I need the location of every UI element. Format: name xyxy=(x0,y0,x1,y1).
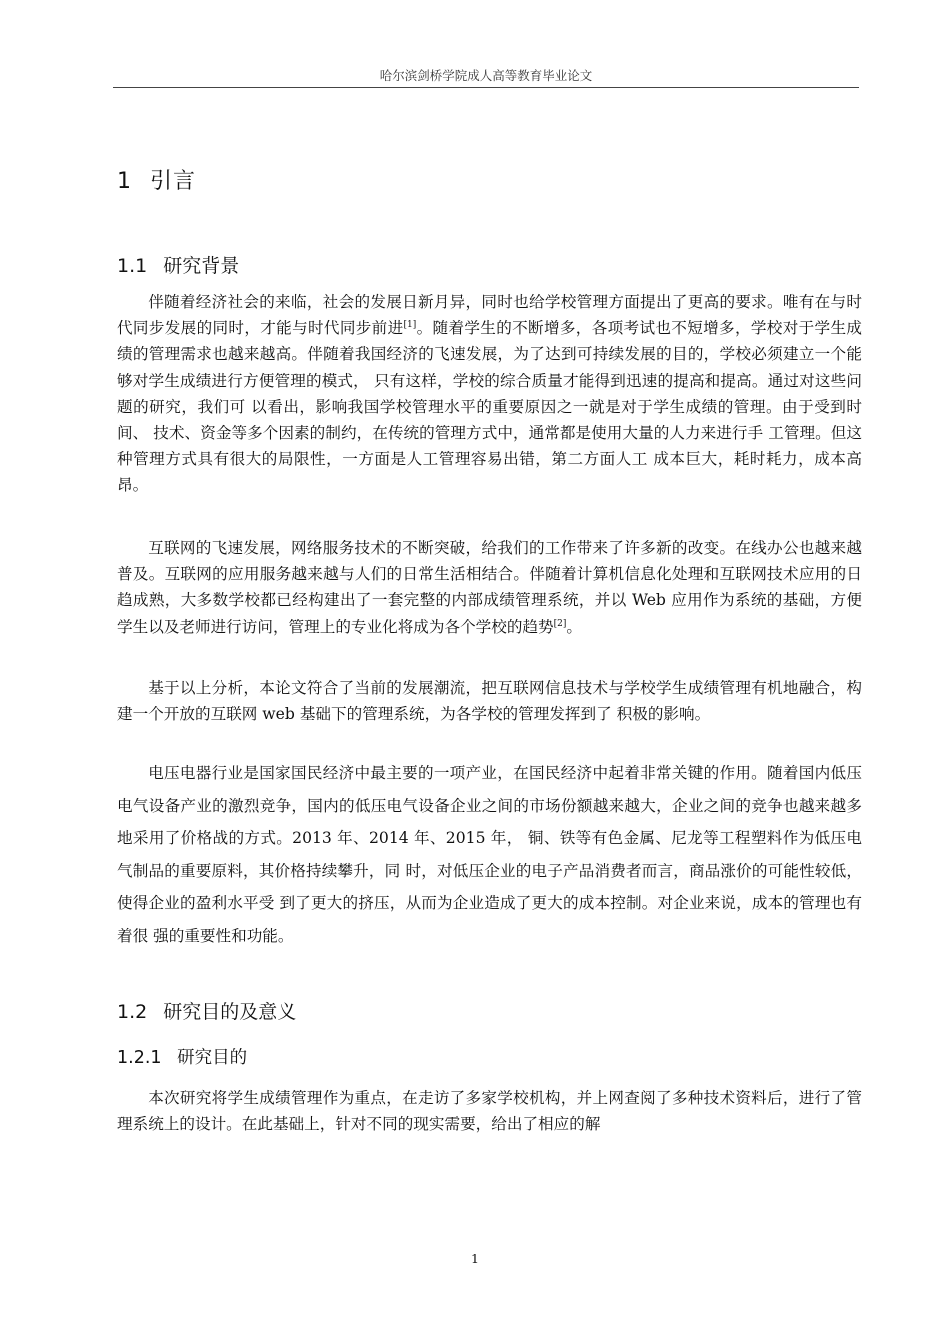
section-title: 研究背景 xyxy=(163,255,240,277)
chapter-number: 1 xyxy=(117,169,132,194)
section-heading-1-1 xyxy=(117,251,239,278)
citation-ref-2: [2] xyxy=(553,618,567,629)
subsection-heading-1-2-1 xyxy=(117,1044,247,1069)
paragraph-background-4: 电压电器行业是国家国民经济中最主要的一项产业，在国民经济中起着非常关键的作用。随着国内低压电气设备产业的激烈竞争，国内的低压电气设备企业之间的市场份额越来越大，企业之间的竞争也越来越多地采用了价格战的方式。2013 年、2014 年、2015 年， 铜、铁等有色金属、尼龙等工程塑料作为低压电气制品的重要原料，其价格持续攀升，同 时，对低压企业的电子产品消费者而言，商品涨价的可能性较低，使得企业的盈利水平受 到了更大的挤压，从而为企业造成了更大的成本控制。对企业来说，成本的管理也有着很 强的重要性和功能。 xyxy=(117,764,862,945)
paragraph-purpose-1: 本次研究将学生成绩管理作为重点，在走访了多家学校机构，并上网查阅了多种技术资料后，进行了管理系统上的设计。在此基础上，针对不同的现实需要，给出了相应的解 xyxy=(117,1089,862,1134)
header-rule xyxy=(113,87,859,88)
paragraph-background-3: 基于以上分析，本论文符合了当前的发展潮流，把互联网信息技术与学校学生成绩管理有机地融合，构建一个开放的互联网 web 基础下的管理系统，为各学校的管理发挥到了 积极的影响。 xyxy=(117,679,862,724)
paragraph-background-1: 伴随着经济社会的来临，社会的发展日新月异，同时也给学校管理方面提出了更高的要求。唯有在与时代同步发展的同时，才能与时代同步前进[1]。随着学生的不断增多，各项考试也不短增多，学校对于学生成绩的管理需求也越来越高。伴随着我国经济的飞速发展，为了达到可持续发展的目的，学校必须建立一个能够对学生成绩进行方便管理的模式， 只有这样，学校的综合质量才能得到迅速的提高和提高。通过对这些问题的研究，我们可 以看出，影响我国学校管理水平的重要原因之一就是对于学生成绩的管理。由于受到时间、 技术、资金等多个因素的制约，在传统的管理方式中，通常都是使用大量的人力来进行手 工管理。但这种管理方式具有很大的局限性，一方面是人工管理容易出错，第二方面人工 成本巨大，耗时耗力，成本高昂。 xyxy=(117,293,862,495)
section-number: 1.2 xyxy=(117,1001,148,1023)
section-number: 1.1 xyxy=(117,255,148,277)
subsection-number: 1.2.1 xyxy=(117,1048,162,1068)
page-number: 1 xyxy=(471,1251,479,1266)
section-title: 研究目的及意义 xyxy=(163,1001,297,1023)
chapter-title: 引言 xyxy=(150,169,197,194)
running-header: 哈尔滨剑桥学院成人高等教育毕业论文 xyxy=(379,68,593,83)
paragraph-background-2: 互联网的飞速发展，网络服务技术的不断突破，给我们的工作带来了许多新的改变。在线办公也越来越普及。互联网的应用服务越来越与人们的日常生活相结合。伴随着计算机信息化处理和互联网技术应用的日趋成熟，大多数学校都已经构建出了一套完整的内部成绩管理系统，并以 Web 应用作为系统的基础，方便学生以及老师进行访问，管理上的专业化将成为各个学校的趋势[2]。 xyxy=(117,539,862,636)
chapter-heading xyxy=(117,164,196,195)
section-heading-1-2 xyxy=(117,997,296,1024)
subsection-title: 研究目的 xyxy=(177,1048,248,1068)
citation-ref-1: [1] xyxy=(403,320,417,331)
